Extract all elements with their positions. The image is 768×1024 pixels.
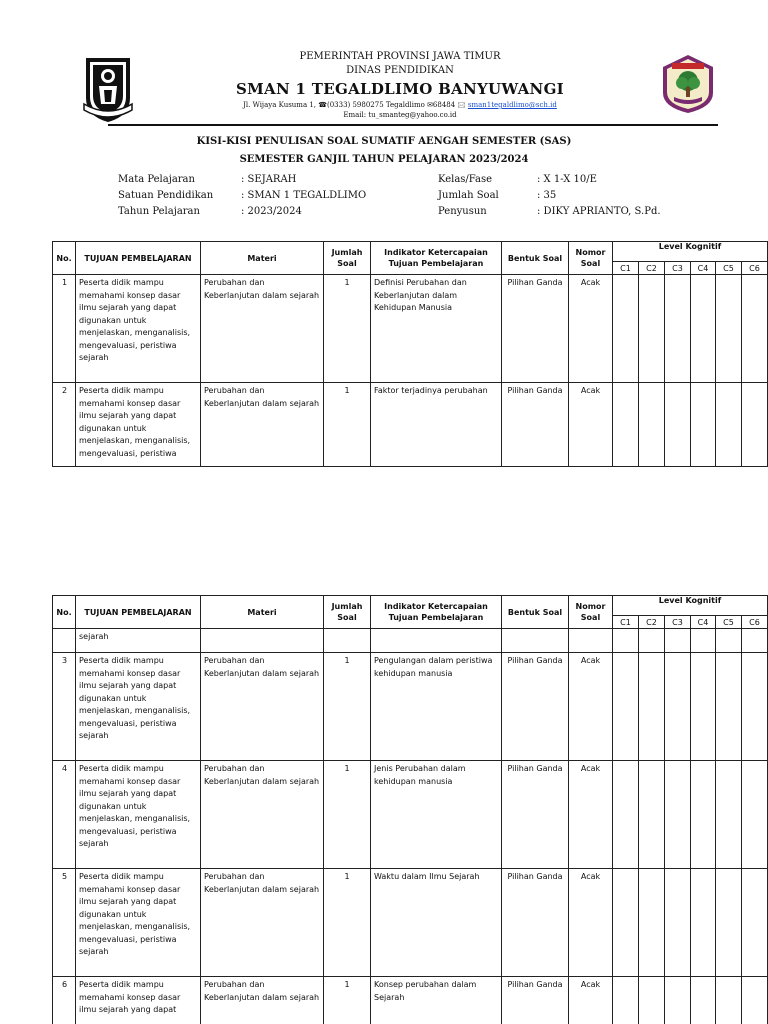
info-row [438,172,661,188]
cell-bentuk [502,275,569,383]
cell-jumlah [324,869,371,977]
cell-level-c1 [613,761,639,869]
header-materi: Materi [201,242,324,275]
cell-jumlah [324,653,371,761]
cell-jumlah-text: 1 [344,656,350,665]
cell-no-text: 4 [62,764,68,773]
cell-jumlah [324,275,371,383]
cell-nomor [569,977,613,1024]
header-level-c6: C6 [742,262,768,275]
cell-indikator [371,869,502,977]
cell-jumlah-text: 1 [344,872,350,881]
cell-tujuan-text: sejarah [79,632,109,641]
header-level-c4: C4 [691,262,716,275]
cell-tujuan-text: Peserta didik mampu memahami konsep dasar ilmu sejarah yang dapat digunakan untuk menjelaskan, menganalisis, mengevaluasi, peristiwa sejarah [79,278,191,362]
header-tujuan: TUJUAN PEMBELAJARAN [76,242,201,275]
cell-materi [201,869,324,977]
cell-level-c1 [613,653,639,761]
cell-jumlah [324,629,371,653]
cell-level-c3 [665,653,691,761]
cell-nomor [569,869,613,977]
cell-level-c6 [742,383,768,467]
cell-level-c4 [691,977,716,1024]
cell-bentuk [502,653,569,761]
cell-indikator-text: Pengulangan dalam peristiwa kehidupan manusia [374,656,493,678]
header-level-c4: C4 [691,616,716,629]
info-label: Tahun Pelajaran [118,206,200,217]
cell-tujuan-text: Peserta didik mampu memahami konsep dasar ilmu sejarah yang dapat digunakan untuk menjelaskan, menganalisis, mengevaluasi, peristiwa sejarah [79,656,191,740]
cell-materi-text: Perubahan dan Keberlanjutan dalam sejarah [204,980,320,1002]
cell-level-c5 [716,653,742,761]
info-label: Penyusun [438,206,487,217]
info-value: : SEJARAH [241,174,297,185]
cell-no [53,869,76,977]
table-row [53,383,768,467]
cell-no-text [53,629,75,631]
header-no: No. [53,596,76,629]
cell-materi [201,629,324,653]
cell-level-c5 [716,383,742,467]
info-value: : X 1-X 10/E [537,174,597,185]
header-level-c5: C5 [716,262,742,275]
cell-nomor-text: Acak [580,278,601,287]
cell-indikator-text: Jenis Perubahan dalam kehidupan manusia [374,764,466,786]
cell-no [53,977,76,1024]
cell-materi [201,653,324,761]
info-value: : SMAN 1 TEGALDLIMO [241,190,367,201]
cell-materi-text: Perubahan dan Keberlanjutan dalam sejarah [204,872,320,894]
cell-level-c2 [639,275,665,383]
address-text: Jl. Wijaya Kusuma 1, ☎(0333) 5980275 Tegaldlimo ✉68484 🖂 [243,101,466,109]
cell-materi [201,977,324,1024]
cell-no [53,629,76,653]
address-line [152,100,648,110]
cell-no-text: 6 [62,980,68,989]
cell-no [53,383,76,467]
header-row [53,596,768,616]
cell-bentuk-text [502,629,568,631]
cell-tujuan-text: Peserta didik mampu memahami konsep dasar ilmu sejarah yang dapat digunakan untuk menjelaskan, menganalisis, mengevaluasi, peristiwa [79,386,191,458]
info-label: Satuan Pendidikan [118,190,214,201]
header-level-c3: C3 [665,616,691,629]
cell-level-c1 [613,977,639,1024]
header-jumlah: Jumlah Soal [324,242,371,275]
school-logo-icon [660,53,716,115]
cell-nomor-text: Acak [580,872,601,881]
cell-jumlah [324,383,371,467]
header-bentuk: Bentuk Soal [502,596,569,629]
header-level-c6: C6 [742,616,768,629]
cell-level-c6 [742,977,768,1024]
cell-level-c2 [639,977,665,1024]
cell-tujuan [76,761,201,869]
cell-indikator-text: Faktor terjadinya perubahan [374,386,488,395]
cell-level-c5 [716,629,742,653]
info-value: : DIKY APRIANTO, S.Pd. [537,206,661,217]
header-materi: Materi [201,596,324,629]
cell-level-c1 [613,275,639,383]
cell-level-c3 [665,869,691,977]
cell-tujuan-text: Peserta didik mampu memahami konsep dasar ilmu sejarah yang dapat [79,980,181,1014]
cell-no-text: 5 [62,872,68,881]
cell-nomor [569,629,613,653]
cell-tujuan [76,869,201,977]
cell-level-c6 [742,761,768,869]
kisi-kisi-table-2 [52,595,768,1024]
header-no: No. [53,242,76,275]
cell-level-c5 [716,977,742,1024]
table-row [53,761,768,869]
cell-tujuan [76,275,201,383]
header-level-c5: C5 [716,616,742,629]
header-indikator: Indikator Ketercapaian Tujuan Pembelajaran [371,242,502,275]
letterhead-divider [108,124,718,126]
cell-level-c6 [742,653,768,761]
department-line: DINAS PENDIDIKAN [346,65,454,76]
cell-materi [201,275,324,383]
cell-level-c2 [639,761,665,869]
cell-indikator-text: Konsep perubahan dalam Sejarah [374,980,477,1002]
cell-bentuk [502,977,569,1024]
cell-level-c1 [613,869,639,977]
cell-bentuk-text: Pilihan Ganda [507,278,563,287]
cell-jumlah [324,977,371,1024]
cell-materi-text [201,629,323,631]
info-left-block [118,172,366,220]
info-row [118,172,366,188]
header-level-c2: C2 [639,616,665,629]
header-level-kognitif: Level Kognitif [613,242,768,262]
cell-bentuk-text: Pilihan Ganda [507,656,563,665]
cell-jumlah-text [324,629,370,631]
table-row [53,977,768,1024]
letterhead-text [152,50,648,120]
cell-level-c4 [691,275,716,383]
table-row [53,629,768,653]
cell-level-c3 [665,383,691,467]
cell-indikator [371,275,502,383]
header-jumlah: Jumlah Soal [324,596,371,629]
cell-no-text: 2 [62,386,68,395]
cell-jumlah-text: 1 [344,764,350,773]
cell-indikator [371,383,502,467]
cell-level-c3 [665,761,691,869]
cell-jumlah-text: 1 [344,386,350,395]
cell-no [53,761,76,869]
cell-nomor [569,653,613,761]
cell-materi-text: Perubahan dan Keberlanjutan dalam sejarah [204,386,320,408]
cell-nomor-text [569,629,612,631]
cell-indikator [371,977,502,1024]
header-level-c3: C3 [665,262,691,275]
cell-bentuk-text: Pilihan Ganda [507,386,563,395]
cell-level-c4 [691,383,716,467]
cell-materi-text: Perubahan dan Keberlanjutan dalam sejarah [204,656,320,678]
cell-nomor-text: Acak [580,656,601,665]
info-row [118,188,366,204]
info-row [118,204,366,220]
header-level-c1: C1 [613,262,639,275]
info-right-block [438,172,661,220]
cell-bentuk-text: Pilihan Ganda [507,872,563,881]
cell-nomor-text: Acak [580,386,601,395]
email-line: Email: tu_smanteg@yahoo.co.id [343,111,457,119]
cell-level-c2 [639,383,665,467]
cell-level-c3 [665,275,691,383]
cell-level-c6 [742,629,768,653]
info-label: Mata Pelajaran [118,174,195,185]
cell-level-c4 [691,653,716,761]
cell-level-c3 [665,977,691,1024]
cell-tujuan-text: Peserta didik mampu memahami konsep dasar ilmu sejarah yang dapat digunakan untuk menjelaskan, menganalisis, mengevaluasi, peristiwa sejarah [79,872,191,956]
cell-level-c2 [639,629,665,653]
cell-tujuan-text: Peserta didik mampu memahami konsep dasar ilmu sejarah yang dapat digunakan untuk menjelaskan, menganalisis, mengevaluasi, peristiwa sejarah [79,764,191,848]
kisi-kisi-table-1 [52,241,768,467]
cell-level-c2 [639,653,665,761]
header-nomor: Nomor Soal [569,242,613,275]
school-name: SMAN 1 TEGALDLIMO BANYUWANGI [236,80,564,98]
document-title: KISI-KISI PENULISAN SOAL SUMATIF AENGAH SEMESTER (SAS) [196,136,572,147]
cell-level-c5 [716,275,742,383]
cell-tujuan [76,629,201,653]
cell-level-c4 [691,869,716,977]
header-level-kognitif: Level Kognitif [613,596,768,616]
cell-tujuan [76,383,201,467]
cell-level-c1 [613,383,639,467]
header-row [53,242,768,262]
cell-materi [201,383,324,467]
header-nomor: Nomor Soal [569,596,613,629]
cell-level-c6 [742,869,768,977]
cell-indikator [371,761,502,869]
info-row [438,188,661,204]
cell-bentuk [502,383,569,467]
header-level-c1: C1 [613,616,639,629]
cell-nomor [569,383,613,467]
cell-no-text: 1 [62,278,68,287]
cell-indikator [371,653,502,761]
header-tujuan: TUJUAN PEMBELAJARAN [76,596,201,629]
cell-jumlah [324,761,371,869]
cell-nomor [569,275,613,383]
table-row [53,275,768,383]
cell-materi-text: Perubahan dan Keberlanjutan dalam sejarah [204,764,320,786]
cell-indikator-text: Definisi Perubahan dan Keberlanjutan dalam Kehidupan Manusia [374,278,467,312]
info-value: : 2023/2024 [241,206,302,217]
info-row [438,204,661,220]
letterhead [52,48,718,128]
cell-tujuan [76,653,201,761]
table-row [53,869,768,977]
cell-no [53,653,76,761]
cell-no-text: 3 [62,656,68,665]
cell-level-c4 [691,761,716,869]
cell-no [53,275,76,383]
cell-level-c1 [613,629,639,653]
info-label: Kelas/Fase [438,174,493,185]
cell-level-c6 [742,275,768,383]
cell-level-c3 [665,629,691,653]
cell-bentuk [502,761,569,869]
cell-nomor-text: Acak [580,980,601,989]
info-value: : 35 [537,190,557,201]
cell-jumlah-text: 1 [344,278,350,287]
header-level-c2: C2 [639,262,665,275]
cell-tujuan [76,977,201,1024]
cell-bentuk-text: Pilihan Ganda [507,980,563,989]
cell-indikator [371,629,502,653]
cell-indikator-text [371,629,501,631]
cell-bentuk [502,869,569,977]
cell-materi-text: Perubahan dan Keberlanjutan dalam sejarah [204,278,320,300]
cell-jumlah-text: 1 [344,980,350,989]
school-email-link[interactable]: sman1tegaldlimo@sch.id [467,101,557,109]
cell-indikator-text: Waktu dalam Ilmu Sejarah [374,872,480,881]
cell-bentuk [502,629,569,653]
cell-level-c2 [639,869,665,977]
cell-materi [201,761,324,869]
header-indikator: Indikator Ketercapaian Tujuan Pembelajaran [371,596,502,629]
cell-nomor [569,761,613,869]
header-bentuk: Bentuk Soal [502,242,569,275]
info-label: Jumlah Soal [438,190,499,201]
jatim-emblem-icon [80,54,136,124]
document-subtitle: SEMESTER GANJIL TAHUN PELAJARAN 2023/2024 [239,154,529,165]
cell-level-c5 [716,869,742,977]
table-row [53,653,768,761]
cell-bentuk-text: Pilihan Ganda [507,764,563,773]
cell-level-c4 [691,629,716,653]
government-line: PEMERINTAH PROVINSI JAWA TIMUR [299,51,501,62]
cell-nomor-text: Acak [580,764,601,773]
cell-level-c5 [716,761,742,869]
